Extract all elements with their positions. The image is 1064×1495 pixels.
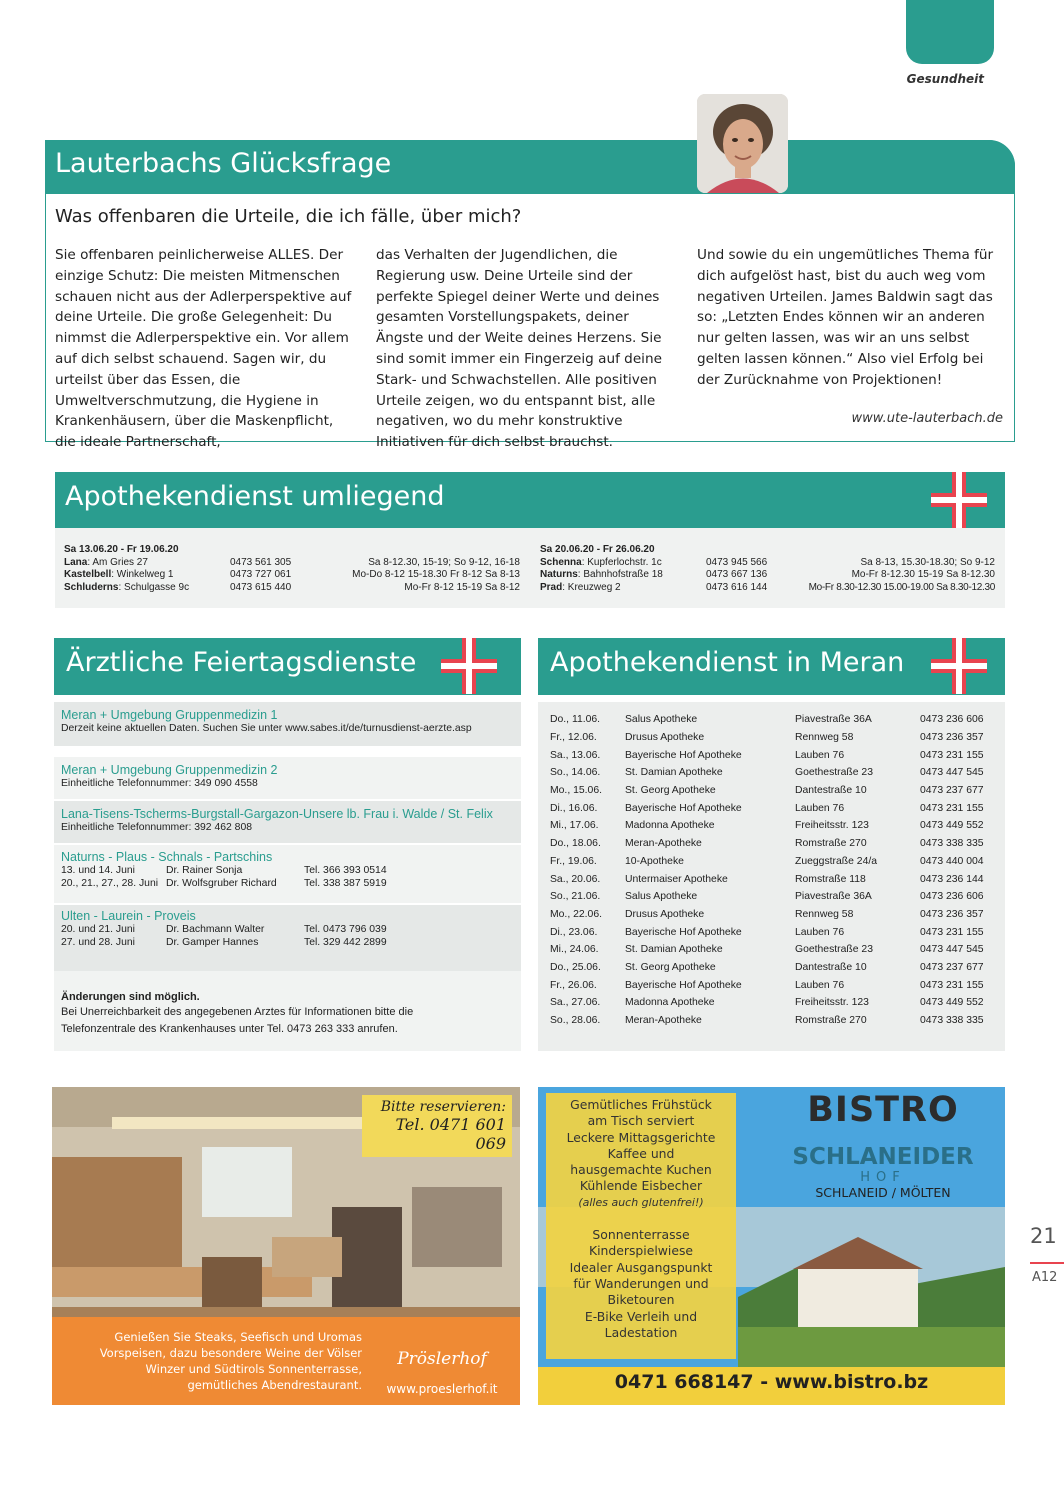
bistro-line: Kaffee und [607,1145,675,1161]
date: Do., 25.06. [550,961,601,973]
medical-cross-icon [441,638,497,694]
address: : Kupferlochstr. 1c [581,556,662,568]
doctor: Dr. Bachmann Walter [166,924,265,935]
pharmacy: Untermaiser Apotheke [625,873,728,885]
date: So., 28.06. [550,1015,601,1027]
table-row [64,582,520,595]
pharmacy: Drusus Apotheke [625,908,705,920]
table-row [550,906,1000,924]
meran-table [550,711,1000,1029]
pharmacy-cross-icon [931,472,987,528]
pharmacy: Bayerische Hof Apotheke [625,749,742,761]
table-row [550,711,1000,729]
phone: 0473 727 061 [230,569,292,581]
phone: 0473 231 155 [920,926,984,938]
pharmacy: St. Damian Apotheke [625,944,723,956]
ad-proeslerhof[interactable] [52,1087,520,1405]
address: Dantestraße 10 [795,961,867,973]
table-row [61,936,387,949]
table-row [61,923,387,936]
phone: 0473 449 552 [920,820,984,832]
phone: Tel. 329 442 2899 [304,937,387,948]
address: Romstraße 118 [795,873,866,885]
phone: 0473 440 004 [920,855,984,867]
gluten-note: (alles auch glutenfrei!) [578,1195,704,1209]
glueck-column-3: Und sowie du ein ungemütliches Thema für dich aufgelöst hast, bist du auch weg vom negativen Urteilen. James Baldwin sagt das so: „Letzten Endes können wir an anderen nur gelten lassen, was wir an uns selbst gelten lassen können.“ Also viel Erfolg bei der Zurücknahme von Projektionen! [697,247,994,388]
date: Mo., 15.06. [550,785,602,797]
bistro-line: Leckere Mittagsgerichte [566,1129,716,1145]
table-row [550,799,1000,817]
phone: 0473 945 566 [706,556,768,568]
address: Lauben 76 [795,802,845,814]
pharmacy: Madonna Apotheke [625,997,715,1009]
page-code: A12 [1032,1270,1058,1285]
bistro-footer[interactable]: 0471 668147 - www.bistro.bz [614,1371,929,1393]
bistro-line: Kinderspielwiese [588,1243,694,1259]
aerzt-section-5 [54,905,521,971]
pharmacy: Bayerische Hof Apotheke [625,802,742,814]
bistro-brand-3: HOF [860,1170,906,1185]
phone: 0473 236 357 [920,732,984,744]
bistro-brand: BISTRO [807,1090,959,1130]
table-row [540,569,995,582]
pharmacy: St. Georg Apotheke [625,961,716,973]
address: Lauben 76 [795,979,845,991]
table-row [550,853,1000,871]
phone: 0473 236 144 [920,873,984,885]
pharmacy: Madonna Apotheke [625,820,715,832]
phone: 0473 449 552 [920,997,984,1009]
bistro-line: E-Bike Verleih und [584,1308,698,1324]
author-photo [697,94,788,193]
reserve-phone: Tel. 0471 601 069 [395,1115,506,1153]
umliegend-left-period: Sa 13.06.20 - Fr 19.06.20 [64,544,179,555]
table-row [64,569,520,582]
phone: 0473 338 335 [920,1015,984,1027]
pharmacy: Meran-Apotheke [625,838,702,850]
date: 20., 21., 27., 28. Juni [61,878,159,889]
phone: 0473 231 155 [920,979,984,991]
table-row [540,582,995,595]
date: Sa., 13.06. [550,749,601,761]
aerzt-section-head: Meran + Umgebung Gruppenmedizin 1 [61,708,278,722]
date: Sa., 20.06. [550,873,601,885]
date: Fr., 12.06. [550,732,597,744]
proeslerhof-logo: Pröslerhof [397,1349,487,1369]
date: Fr., 19.06. [550,855,597,867]
pharmacy-cross-icon [931,638,987,694]
date: So., 21.06. [550,891,601,903]
date: 13. und 14. Juni [61,865,135,876]
address: : Winkelweg 1 [111,569,174,581]
header-tab [906,0,994,64]
address: Piavestraße 36A [795,891,872,903]
date: 20. und 21. Juni [61,924,135,935]
date: So., 14.06. [550,767,601,779]
address: : Schulgasse 9c [118,581,190,593]
table-row [550,746,1000,764]
table-row [64,557,520,570]
umliegend-right-table [540,544,995,594]
table-row [550,870,1000,888]
table-row [61,864,387,877]
bistro-line: Gemütliches Frühstück [570,1097,712,1112]
phone: 0473 447 545 [920,944,984,956]
address: Goethestraße 23 [795,767,873,779]
phone: 0473 231 155 [920,749,984,761]
place: Schenna [540,556,582,568]
aerzt-section-head: Lana-Tisens-Tscherms-Burgstall-Gargazon-Unsere lb. Frau i. Walde / St. Felix [61,807,493,821]
aerzt-note [54,971,521,1051]
phone: 0473 447 545 [920,767,984,779]
aerzt-title: Ärztliche Feiertagsdienste [66,647,417,678]
place: Lana [64,556,88,568]
aerzt-section-3 [54,801,521,843]
address: Rennweg 58 [795,732,854,744]
table-row [550,817,1000,835]
aerzt-section-head: Ulten - Laurein - Proveis [61,909,196,923]
pharmacy: Salus Apotheke [625,714,698,726]
phone: Tel. 338 387 5919 [304,878,387,889]
umliegend-title: Apothekendienst umliegend [65,481,445,512]
aerzt-section-4 [54,845,521,903]
phone: 0473 237 677 [920,785,984,797]
table-row [550,994,1000,1012]
date: Di., 16.06. [550,802,598,814]
date: Fr., 26.06. [550,979,597,991]
address: Piavestraße 36A [795,714,872,726]
table-row [550,764,1000,782]
date: Do., 18.06. [550,838,601,850]
bistro-line: Sonnenterrasse [592,1227,690,1243]
aerzt-note-text: Bei Unerreichbarkeit des angegebenen Arztes für Informationen bitte die Telefonzentrale des Krankenhauses unter Tel. 0473 263 333 anrufen. [61,1006,414,1035]
phone: 0473 236 606 [920,891,984,903]
address: Rennweg 58 [795,908,854,920]
umliegend-right-period: Sa 20.06.20 - Fr 26.06.20 [540,544,655,555]
table-row [550,888,1000,906]
page-divider [1030,1262,1064,1264]
address: Lauben 76 [795,926,845,938]
bistro-line: Kühlende Eisbecher [579,1178,703,1194]
meran-title: Apothekendienst in Meran [550,647,905,678]
glueck-column-2: das Verhalten der Jugendlichen, die Regierung usw. Deine Urteile sind der perfekte Spiegel deiner Werte und deines gesamten Vorstellungspakets, deiner Ängste und der Weite deines Herzens. Sie sind somit immer ein Fingerzeig auf deine Stark- und Schwachstellen. Alle positiven Urteile zeigen, wo du entspannt bist, alle negativen, wo du mehr konstruktive Initiativen für dich selbst brauchst. [376,247,662,451]
phone: 0473 236 606 [920,714,984,726]
bistro-line: am Tisch serviert [587,1113,695,1129]
page-number: 21 [1030,1224,1057,1248]
table-row [550,941,1000,959]
table-row [61,877,387,890]
date: Di., 23.06. [550,926,598,938]
address: Romstraße 270 [795,1015,867,1027]
table-row [550,976,1000,994]
doctor: Dr. Gamper Hannes [166,937,259,948]
aerzt-note-head: Änderungen sind möglich. [61,991,200,1003]
phone: 0473 237 677 [920,961,984,973]
aerzt-section-text: Einheitliche Telefonnummer: 349 090 4558 [61,778,258,789]
place: Schluderns [64,581,119,593]
table-row [550,923,1000,941]
bistro-line: hausgemachte Kuchen [570,1162,712,1178]
pharmacy: Salus Apotheke [625,891,698,903]
pharmacy: Meran-Apotheke [625,1015,702,1027]
phone: 0473 231 155 [920,802,984,814]
date: 27. und 28. Juni [61,937,135,948]
aerzt-section-head: Naturns - Plaus - Schnals - Partschins [61,850,273,864]
address: Freiheitsstr. 123 [795,997,869,1009]
phone: 0473 561 305 [230,556,292,568]
address: Lauben 76 [795,749,845,761]
glueck-title: Lauterbachs Glücksfrage [55,148,392,179]
aerzt-section-text: Einheitliche Telefonnummer: 392 462 808 [61,822,253,833]
bistro-line: Idealer Ausgangspunkt [569,1259,713,1275]
bistro-line: Biketouren [607,1292,675,1308]
table-row [550,1012,1000,1030]
pharmacy: St. Georg Apotheke [625,785,716,797]
doctor: Dr. Rainer Sonja [166,865,243,876]
glueck-link[interactable]: www.ute-lauterbach.de [851,411,1003,426]
bistro-text-panel [546,1093,736,1359]
table-row [540,557,995,570]
pharmacy: Bayerische Hof Apotheke [625,926,742,938]
glueck-question: Was offenbaren die Urteile, die ich fälle, über mich? [55,206,522,227]
aerzt-section-1 [54,702,521,746]
section-label: Gesundheit [906,72,984,86]
address: Romstraße 270 [795,838,867,850]
date: Mo., 22.06. [550,908,602,920]
aerzt-section-head: Meran + Umgebung Gruppenmedizin 2 [61,763,278,777]
ad-left-web[interactable]: www.proeslerhof.it [386,1382,498,1396]
glueck-column-1: Sie offenbaren peinlicherweise ALLES. Der einzige Schutz: Die meisten Mitmenschen schauen nicht aus der Adlerperspektive auf deine Urteile. Die große Gelegenheit: Du nimmst die Adlerperspektive ein. Vor allem auf dich selbst schauend. Sagen wir, du urteilst über das Essen, die Umweltverschmutzung, die Hygiene in Krankenhäusern, über die Maskenpflicht, die ideale Partnerschaft, [55,247,352,451]
hours: Sa 8-12.30, 15-19; So 9-12, 16-18 [368,556,520,568]
doctor: Dr. Wolfsgruber Richard [166,878,277,889]
address: : Am Gries 27 [87,556,148,568]
phone: 0473 667 136 [706,569,768,581]
aerzt-section-text: Derzeit keine aktuellen Daten. Suchen Sie unter www.sabes.it/de/turnusdienst-aerzte.asp [61,723,472,734]
address: : Kreuzweg 2 [562,581,621,593]
ad-left-text: Genießen Sie Steaks, Seefisch und Uromas Vorspeisen, dazu besondere Weine der Völser Winzer und Südtirols Sonnenterrasse, gemütliches Abendrestaurant. [99,1330,362,1392]
address: Dantestraße 10 [795,785,867,797]
place: Prad [540,581,563,593]
phone: 0473 236 357 [920,908,984,920]
ad-bistro[interactable] [538,1087,1005,1405]
hours: Mo-Fr 8-12.30 15-19 Sa 8-12.30 [851,569,995,581]
table-row [550,782,1000,800]
place: Kastelbell [64,569,112,581]
place: Naturns [540,569,578,581]
address: Zueggstraße 24/a [795,855,878,867]
bistro-brand-2: SCHLANEIDER [792,1144,974,1170]
umliegend-left-table [64,544,520,594]
address: Freiheitsstr. 123 [795,820,869,832]
table-row [550,835,1000,853]
bistro-line: für Wanderungen und [573,1275,709,1291]
address: : Bahnhofstraße 18 [577,569,663,581]
address: Goethestraße 23 [795,944,873,956]
phone: Tel. 366 393 0514 [304,865,387,876]
hours: Mo-Fr 8-12 15-19 Sa 8-12 [404,581,520,593]
date: Do., 11.06. [550,714,601,726]
pharmacy: Drusus Apotheke [625,732,705,744]
pharmacy: St. Damian Apotheke [625,767,723,779]
phone: 0473 616 144 [706,581,768,593]
bistro-line: Ladestation [604,1324,678,1340]
phone: 0473 615 440 [230,581,292,593]
pharmacy: 10-Apotheke [625,855,684,867]
hours: Sa 8-13, 15.30-18.30; So 9-12 [860,556,995,568]
date: Mi., 17.06. [550,820,599,832]
date: Mi., 24.06. [550,944,599,956]
reserve-label: Bitte reservieren: [380,1099,506,1115]
table-row [550,729,1000,747]
bistro-location: SCHLANEID / MÖLTEN [815,1185,951,1200]
table-row [550,959,1000,977]
pharmacy: Bayerische Hof Apotheke [625,979,742,991]
date: Sa., 27.06. [550,997,601,1009]
phone: Tel. 0473 796 039 [304,924,387,935]
aerzt-section-2 [54,757,521,799]
hours: Mo-Fr 8.30-12.30 15.00-19.00 Sa 8.30-12.30 [808,581,995,593]
phone: 0473 338 335 [920,838,984,850]
hours: Mo-Do 8-12 15-18.30 Fr 8-12 Sa 8-13 [352,569,520,581]
